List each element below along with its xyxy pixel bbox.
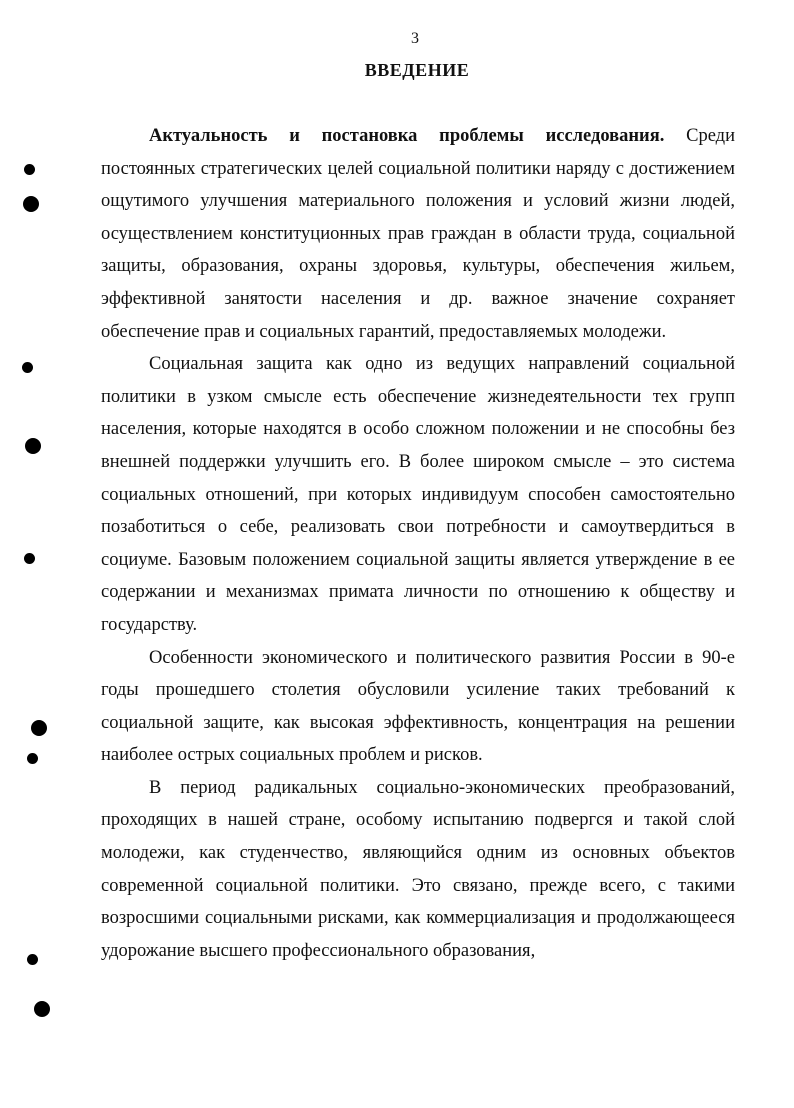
punch-hole-icon: [27, 753, 38, 764]
page-title: ВВЕДЕНИЕ: [364, 60, 470, 80]
paragraph-text: Среди постоянных стратегических целей социальной политики наряду с достижением ощутимого улучшения материального положения и условий жизни людей, осуществлением конституционных прав граждан в области труда, социальной защиты, образования, охраны здоровья, культуры, обеспечения жильем, эффективной занятости населения и др. важное значение сохраняет обеспечение прав и социальных гарантий, предоставляемых молодежи.: [101, 126, 735, 342]
punch-hole-icon: [24, 164, 35, 175]
punch-hole-icon: [24, 553, 35, 564]
paragraph-3: Особенности экономического и политического развития России в 90-е годы прошедшего столетия обусловили усиление таких требований к социальной защите, как высокая эффективность, концентрация на решении наиболее острых социальных проблем и рисков.: [101, 647, 735, 766]
paragraph-lead: Актуальность и постановка проблемы исследования.: [149, 126, 665, 146]
punch-hole-icon: [27, 954, 38, 965]
punch-hole-icon: [34, 1001, 50, 1017]
paragraph-2: Социальная защита как одно из ведущих направлений социальной политики в узком смысле есть обеспечение жизнедеятельности тех групп населения, которые находятся в особо сложном положении и не способны без внешней поддержки улучшить его. В более широком смысле – это система социальных отношений, при которых индивидуум способен самостоятельно позаботиться о себе, реализовать свои потребности и самоутвердиться в социуме. Базовым положением социальной защиты является утверждение в ее содержании и механизмах примата личности по отношению к обществу и государству.: [101, 354, 735, 635]
punch-hole-icon: [25, 438, 41, 454]
paragraph-4: В период радикальных социально-экономических преобразований, проходящих в нашей стране, особому испытанию подвергся и такой слой молодежи, как студенчество, являющийся одним из основных объектов современной социальной политики. Это связано, прежде всего, с такими возросшими социальными рисками, как коммерциализация и продолжающееся удорожание высшего профессионального образования,: [101, 777, 735, 961]
punch-hole-icon: [22, 362, 33, 373]
punch-hole-icon: [31, 720, 47, 736]
punch-hole-icon: [23, 196, 39, 212]
page-number: 3: [411, 30, 419, 47]
paragraph-1: [101, 120, 735, 348]
document-body: [101, 120, 735, 967]
